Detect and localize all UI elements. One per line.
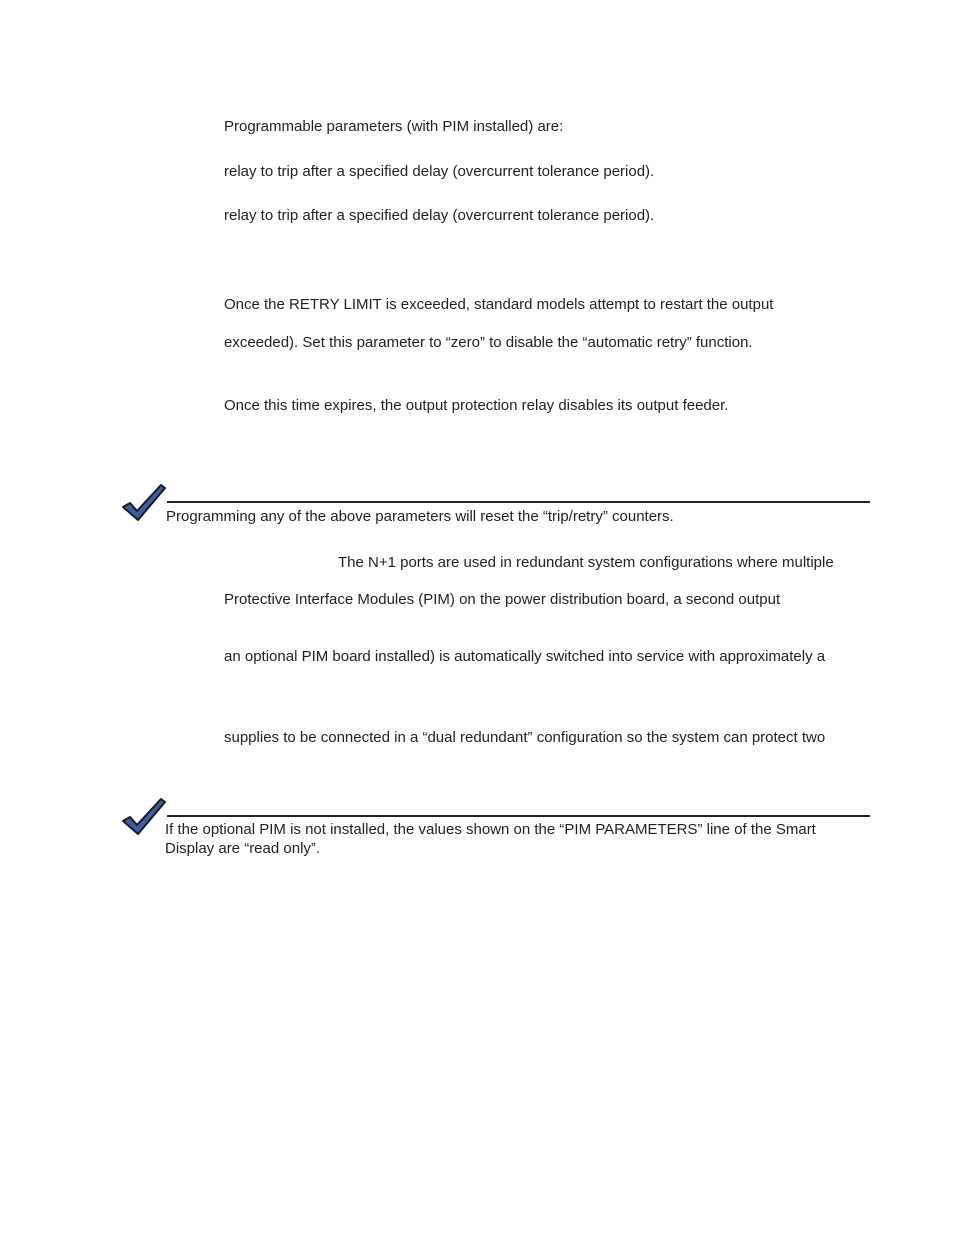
note-text-line-1: If the optional PIM is not installed, the values shown on the “PIM PARAMETERS” line of the Smart	[165, 821, 816, 838]
checkmark-icon	[120, 483, 168, 523]
note-text: Programming any of the above parameters will reset the “trip/retry” counters.	[166, 508, 674, 525]
paragraph-line: Once the RETRY LIMIT is exceeded, standard models attempt to restart the output	[224, 296, 774, 313]
note-text-line-2: Display are “read only”.	[165, 840, 321, 857]
note-divider	[167, 501, 870, 503]
paragraph-line: The N+1 ports are used in redundant system configurations where multiple	[338, 554, 834, 571]
paragraph-line: relay to trip after a specified delay (overcurrent tolerance period).	[224, 207, 655, 224]
paragraph-line: Programmable parameters (with PIM installed) are:	[224, 118, 564, 135]
paragraph-line: an optional PIM board installed) is automatically switched into service with approximately a	[224, 648, 826, 665]
paragraph-line: exceeded). Set this parameter to “zero” to disable the “automatic retry” function.	[224, 334, 753, 351]
checkmark-icon	[120, 797, 168, 837]
paragraph-line: relay to trip after a specified delay (overcurrent tolerance period).	[224, 163, 655, 180]
paragraph-line: supplies to be connected in a “dual redundant” configuration so the system can protect two	[224, 729, 826, 746]
paragraph-line: Protective Interface Modules (PIM) on the power distribution board, a second output	[224, 591, 781, 608]
note-divider	[167, 815, 870, 817]
paragraph-line: Once this time expires, the output protection relay disables its output feeder.	[224, 397, 729, 414]
